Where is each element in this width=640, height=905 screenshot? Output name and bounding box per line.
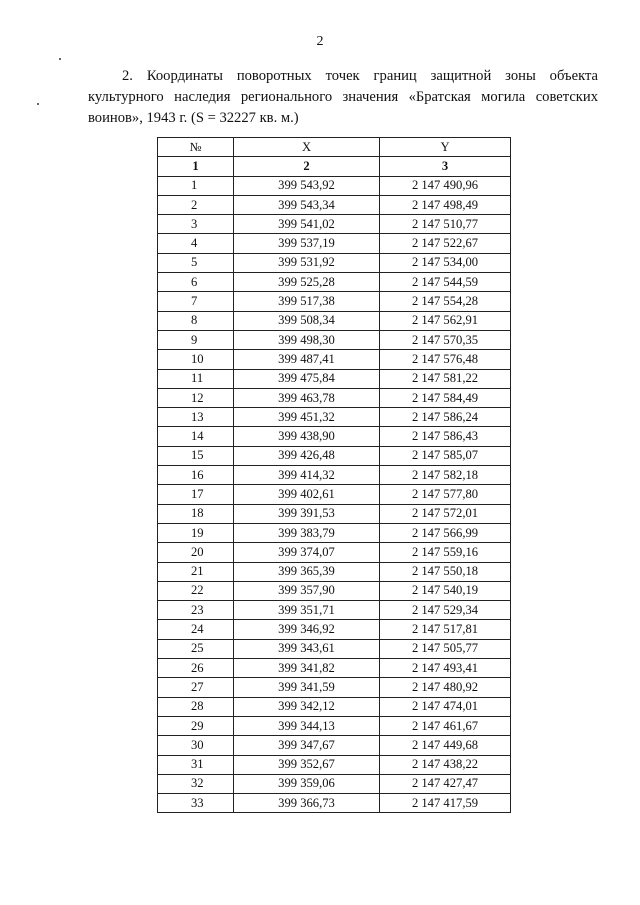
point-number-cell: 30 (158, 736, 234, 755)
point-number-cell: 16 (158, 466, 234, 485)
table-row (158, 234, 511, 253)
y-coordinate-cell: 2 147 517,81 (380, 620, 511, 639)
y-coordinate-cell: 2 147 449,68 (380, 736, 511, 755)
point-number-cell: 17 (158, 485, 234, 504)
point-number-cell: 2 (158, 195, 234, 214)
table-row (158, 562, 511, 581)
x-coordinate-cell: 399 365,39 (234, 562, 380, 581)
table-row (158, 716, 511, 735)
x-coordinate-cell: 399 438,90 (234, 427, 380, 446)
x-coordinate-cell: 399 366,73 (234, 794, 380, 813)
coordinates-table (157, 137, 511, 813)
table-row (158, 697, 511, 716)
intro-paragraph: 2. Координаты поворотных точек границ защитной зоны объекта культурного наследия регионального значения «Братская могила советских воинов», 1943 г. (S = 32227 кв. м.) (88, 68, 598, 126)
table-row (158, 639, 511, 658)
y-coordinate-cell: 2 147 490,96 (380, 176, 511, 195)
point-number-cell: 15 (158, 446, 234, 465)
x-coordinate-cell: 399 517,38 (234, 292, 380, 311)
x-coordinate-cell: 399 347,67 (234, 736, 380, 755)
page-number: 2 (316, 34, 324, 49)
y-coordinate-cell: 2 147 576,48 (380, 350, 511, 369)
point-number-cell: 33 (158, 794, 234, 813)
y-coordinate-cell: 2 147 572,01 (380, 504, 511, 523)
y-coordinate-cell: 2 147 554,28 (380, 292, 511, 311)
table-subheader-row (158, 157, 511, 176)
x-coordinate-cell: 399 531,92 (234, 253, 380, 272)
y-coordinate-cell: 2 147 522,67 (380, 234, 511, 253)
table-row (158, 253, 511, 272)
y-coordinate-cell: 2 147 570,35 (380, 330, 511, 349)
y-coordinate-cell: 2 147 427,47 (380, 774, 511, 793)
table-row (158, 466, 511, 485)
y-coordinate-cell: 2 147 559,16 (380, 543, 511, 562)
x-coordinate-cell: 399 341,82 (234, 659, 380, 678)
table-row (158, 176, 511, 195)
point-number-cell: 14 (158, 427, 234, 446)
point-number-cell: 31 (158, 755, 234, 774)
table-row (158, 794, 511, 813)
y-coordinate-cell: 2 147 581,22 (380, 369, 511, 388)
x-coordinate-cell: 399 543,92 (234, 176, 380, 195)
x-coordinate-cell: 399 357,90 (234, 581, 380, 600)
point-number-cell: 4 (158, 234, 234, 253)
point-number-cell: 23 (158, 601, 234, 620)
x-coordinate-cell: 399 402,61 (234, 485, 380, 504)
header-x: X (234, 138, 380, 157)
table-row (158, 755, 511, 774)
table-row (158, 388, 511, 407)
x-coordinate-cell: 399 525,28 (234, 273, 380, 292)
x-coordinate-cell: 399 352,67 (234, 755, 380, 774)
table-row (158, 504, 511, 523)
table-row (158, 427, 511, 446)
point-number-cell: 18 (158, 504, 234, 523)
point-number-cell: 29 (158, 716, 234, 735)
point-number-cell: 9 (158, 330, 234, 349)
subheader-3: 3 (380, 157, 511, 176)
x-coordinate-cell: 399 508,34 (234, 311, 380, 330)
y-coordinate-cell: 2 147 566,99 (380, 523, 511, 542)
table-row (158, 774, 511, 793)
x-coordinate-cell: 399 537,19 (234, 234, 380, 253)
table-row (158, 523, 511, 542)
point-number-cell: 20 (158, 543, 234, 562)
table-row (158, 678, 511, 697)
x-coordinate-cell: 399 342,12 (234, 697, 380, 716)
x-coordinate-cell: 399 541,02 (234, 215, 380, 234)
header-y: Y (380, 138, 511, 157)
y-coordinate-cell: 2 147 461,67 (380, 716, 511, 735)
table-row (158, 350, 511, 369)
subheader-2: 2 (234, 157, 380, 176)
y-coordinate-cell: 2 147 582,18 (380, 466, 511, 485)
x-coordinate-cell: 399 341,59 (234, 678, 380, 697)
point-number-cell: 21 (158, 562, 234, 581)
table-row (158, 485, 511, 504)
table-row (158, 215, 511, 234)
table-row (158, 369, 511, 388)
x-coordinate-cell: 399 426,48 (234, 446, 380, 465)
y-coordinate-cell: 2 147 438,22 (380, 755, 511, 774)
table-row (158, 581, 511, 600)
scan-speck (37, 103, 39, 105)
y-coordinate-cell: 2 147 586,24 (380, 408, 511, 427)
point-number-cell: 5 (158, 253, 234, 272)
point-number-cell: 6 (158, 273, 234, 292)
point-number-cell: 3 (158, 215, 234, 234)
table-row (158, 292, 511, 311)
y-coordinate-cell: 2 147 510,77 (380, 215, 511, 234)
y-coordinate-cell: 2 147 577,80 (380, 485, 511, 504)
subheader-1: 1 (158, 157, 234, 176)
x-coordinate-cell: 399 451,32 (234, 408, 380, 427)
y-coordinate-cell: 2 147 417,59 (380, 794, 511, 813)
y-coordinate-cell: 2 147 585,07 (380, 446, 511, 465)
table-row (158, 311, 511, 330)
y-coordinate-cell: 2 147 584,49 (380, 388, 511, 407)
point-number-cell: 12 (158, 388, 234, 407)
x-coordinate-cell: 399 543,34 (234, 195, 380, 214)
scan-speck (59, 58, 61, 60)
y-coordinate-cell: 2 147 529,34 (380, 601, 511, 620)
y-coordinate-cell: 2 147 544,59 (380, 273, 511, 292)
table-header-row (158, 138, 511, 157)
table-row (158, 195, 511, 214)
y-coordinate-cell: 2 147 534,00 (380, 253, 511, 272)
table-row (158, 273, 511, 292)
point-number-cell: 27 (158, 678, 234, 697)
point-number-cell: 28 (158, 697, 234, 716)
header-number: № (158, 138, 234, 157)
table-row (158, 601, 511, 620)
point-number-cell: 8 (158, 311, 234, 330)
x-coordinate-cell: 399 344,13 (234, 716, 380, 735)
y-coordinate-cell: 2 147 562,91 (380, 311, 511, 330)
x-coordinate-cell: 399 343,61 (234, 639, 380, 658)
x-coordinate-cell: 399 475,84 (234, 369, 380, 388)
x-coordinate-cell: 399 374,07 (234, 543, 380, 562)
x-coordinate-cell: 399 346,92 (234, 620, 380, 639)
x-coordinate-cell: 399 351,71 (234, 601, 380, 620)
point-number-cell: 13 (158, 408, 234, 427)
x-coordinate-cell: 399 498,30 (234, 330, 380, 349)
x-coordinate-cell: 399 487,41 (234, 350, 380, 369)
y-coordinate-cell: 2 147 540,19 (380, 581, 511, 600)
table-row (158, 659, 511, 678)
y-coordinate-cell: 2 147 493,41 (380, 659, 511, 678)
point-number-cell: 10 (158, 350, 234, 369)
y-coordinate-cell: 2 147 505,77 (380, 639, 511, 658)
point-number-cell: 19 (158, 523, 234, 542)
table-row (158, 736, 511, 755)
y-coordinate-cell: 2 147 586,43 (380, 427, 511, 446)
table-row (158, 408, 511, 427)
x-coordinate-cell: 399 391,53 (234, 504, 380, 523)
point-number-cell: 7 (158, 292, 234, 311)
x-coordinate-cell: 399 383,79 (234, 523, 380, 542)
point-number-cell: 24 (158, 620, 234, 639)
table-row (158, 543, 511, 562)
table-row (158, 330, 511, 349)
point-number-cell: 22 (158, 581, 234, 600)
y-coordinate-cell: 2 147 550,18 (380, 562, 511, 581)
point-number-cell: 11 (158, 369, 234, 388)
table-row (158, 446, 511, 465)
point-number-cell: 32 (158, 774, 234, 793)
point-number-cell: 1 (158, 176, 234, 195)
point-number-cell: 25 (158, 639, 234, 658)
y-coordinate-cell: 2 147 498,49 (380, 195, 511, 214)
y-coordinate-cell: 2 147 480,92 (380, 678, 511, 697)
x-coordinate-cell: 399 414,32 (234, 466, 380, 485)
x-coordinate-cell: 399 463,78 (234, 388, 380, 407)
table-body (158, 176, 511, 813)
point-number-cell: 26 (158, 659, 234, 678)
y-coordinate-cell: 2 147 474,01 (380, 697, 511, 716)
x-coordinate-cell: 399 359,06 (234, 774, 380, 793)
table-row (158, 620, 511, 639)
